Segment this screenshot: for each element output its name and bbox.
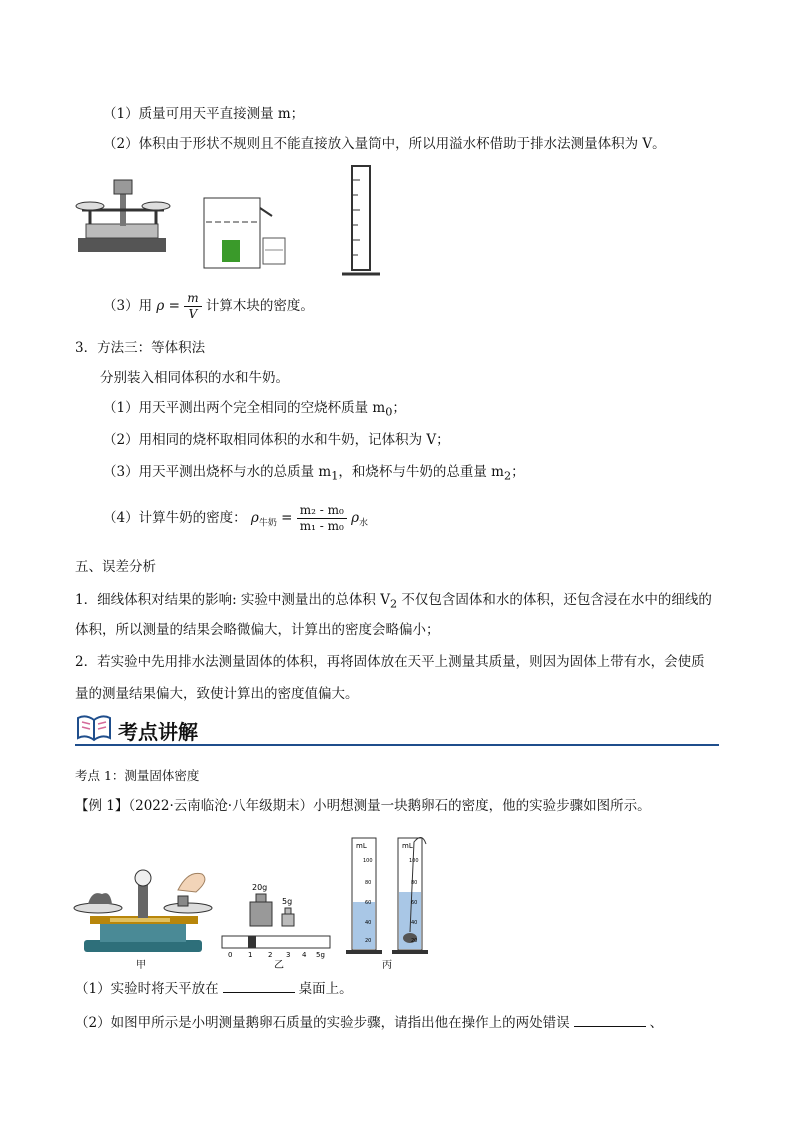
m3-step3-sub2: 2 [503, 469, 512, 483]
m3-step1-end: ； [392, 400, 406, 416]
m3-formula-den: m₁ - m₀ [299, 519, 344, 533]
error-p2-line1: 2．若实验中先用排水法测量固体的体积，再将固体放在天平上测量其质量，则因为固体上带有水，会使质 [75, 654, 705, 670]
cyl2-tick-100: 100 [409, 858, 419, 864]
method2-step3 [103, 288, 314, 324]
q1-text-b: 桌面上。 [298, 981, 353, 997]
error-p1-line2: 体积，所以测量的结果会略微偏大，计算出的密度会略偏小； [75, 622, 440, 638]
overflow-cup-icon [204, 198, 285, 268]
cyl2-unit: mL [402, 842, 413, 850]
formula-denominator: V [188, 307, 198, 321]
m3-formula-fraction [297, 503, 347, 534]
cylinder-2-icon [392, 837, 428, 954]
m3-step4-prefix: （4）计算牛奶的密度： [103, 510, 247, 526]
book-icon [76, 712, 112, 742]
error-p2-line2: 量的测量结果偏大，致使计算出的密度值偏大。 [75, 686, 359, 702]
balance-icon [76, 180, 170, 252]
m3-formula-num: m₂ - m₀ [297, 503, 347, 519]
ruler-tick-5g: 5g [316, 951, 325, 959]
method2-step1: （1）质量可用天平直接测量 m； [103, 106, 305, 122]
cyl1-tick-60: 60 [365, 900, 372, 906]
m3-step3-end: ； [511, 464, 525, 480]
q1-text-a: （1）实验时将天平放在 [75, 981, 219, 997]
q2-text-end: 、 [649, 1015, 664, 1031]
method3-intro: 分别装入相同体积的水和牛奶。 [100, 370, 289, 386]
cyl2-tick-60: 60 [411, 900, 418, 906]
cyl1-tick-100: 100 [363, 858, 373, 864]
m3-step3-b: ，和烧杯与牛奶的总重量 m [338, 464, 504, 480]
section-divider [75, 744, 719, 746]
cyl1-tick-20: 20 [365, 938, 372, 944]
cyl2-tick-40: 40 [411, 920, 418, 926]
label-jia: 甲 [136, 960, 146, 971]
water-density-sub: 水 [359, 518, 369, 529]
step3-prefix: （3）用 [103, 298, 153, 314]
m3-step1-text: （1）用天平测出两个完全相同的空烧杯质量 m [103, 400, 386, 416]
label-yi: 乙 [274, 960, 284, 971]
method3-step3 [103, 462, 525, 487]
weight-5g-label: 5g [282, 897, 293, 906]
example-text: 【例 1】（2022·云南临沧·八年级期末）小明想测量一块鹅卵石的密度，他的实验步骤如图所示。 [75, 798, 651, 814]
question-1 [75, 978, 353, 999]
method2-apparatus-figure [70, 160, 400, 285]
formula-fraction [184, 291, 201, 322]
m3-step3-a: （3）用天平测出烧杯与水的总质量 m [103, 464, 332, 480]
m3-step3-sub1: 1 [331, 469, 339, 483]
cyl2-tick-20: 20 [411, 938, 418, 944]
step3-suffix: 计算木块的密度。 [205, 298, 314, 314]
water-density-symbol: ρ [351, 510, 360, 526]
milk-density-symbol: ρ [250, 510, 259, 526]
cyl1-unit: mL [356, 842, 367, 850]
q2-answer-blank[interactable] [574, 1012, 646, 1027]
err-p1-b: 不仅包含固体和水的体积，还包含浸在水中的细线的 [397, 592, 712, 608]
milk-density-sub: 牛奶 [258, 518, 277, 529]
q1-answer-blank[interactable] [223, 978, 295, 993]
formula-rho: ρ [156, 298, 165, 314]
cyl1-tick-80: 80 [365, 880, 372, 886]
formula-numerator: m [184, 291, 201, 307]
m3-step1-sub: 0 [385, 405, 393, 419]
balance-jia-icon [74, 870, 212, 952]
method2-step2: （2）体积由于形状不规则且不能直接放入量筒中，所以用溢水杯借助于排水法测量体积为 V。 [103, 136, 666, 152]
ruler-tick-4: 4 [302, 951, 307, 959]
cyl1-tick-40: 40 [365, 920, 372, 926]
weight-20g-label: 20g [252, 883, 268, 892]
error-analysis-heading: 五、误差分析 [75, 559, 156, 575]
q2-text: （2）如图甲所示是小明测量鹅卵石质量的实验步骤，请指出他在操作上的两处错误 [75, 1015, 570, 1031]
ruler-tick-0: 0 [228, 951, 233, 959]
example-figure [70, 832, 450, 972]
cylinder-1-icon [346, 838, 382, 954]
method3-title: 3．方法三：等体积法 [75, 340, 206, 356]
cyl2-tick-80: 80 [411, 880, 418, 886]
err-p1-sub: 2 [389, 597, 398, 611]
method3-step1 [103, 398, 406, 423]
kaodian-label: 考点 1：测量固体密度 [75, 768, 200, 783]
ruler-icon [222, 936, 330, 948]
graduated-cylinder-icon [342, 166, 380, 274]
ruler-tick-1: 1 [248, 951, 253, 959]
formula-eq: = [168, 298, 180, 314]
err-p1-a: 1．细线体积对结果的影响: 实验中测量出的总体积 V [75, 592, 390, 608]
ruler-tick-3: 3 [286, 951, 291, 959]
question-2 [75, 1012, 663, 1033]
error-p1-line1 [75, 590, 712, 615]
method3-step2: （2）用相同的烧杯取相同体积的水和牛奶，记体积为 V； [103, 432, 450, 448]
m3-formula-eq: = [281, 510, 293, 526]
method3-step4 [103, 500, 368, 542]
label-bing: 丙 [382, 960, 392, 971]
ruler-tick-2: 2 [268, 951, 273, 959]
section-title: 考点讲解 [118, 720, 198, 744]
